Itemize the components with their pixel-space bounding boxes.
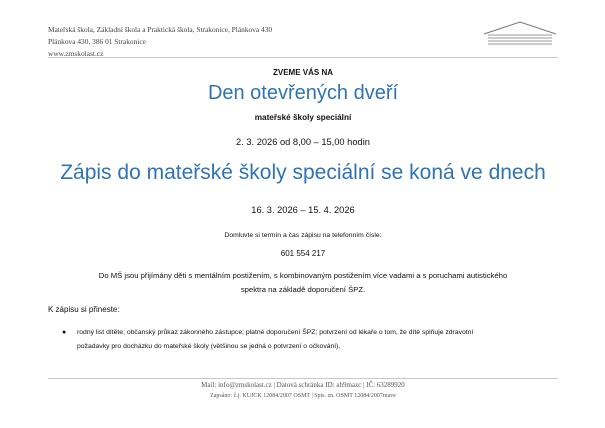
- description-line-1: Do MŠ jsou přijímány děti s mentálním postižením, s kombinovaným postižením více vadami a s poruchami autistického: [98, 271, 508, 280]
- open-day-title: Den otevřených dveří: [207, 82, 399, 104]
- footer-divider: [48, 378, 558, 379]
- header-school-name: Mateřská škola, Základní škola a Praktická škola, Strakonice, Plánkova 430: [48, 25, 273, 34]
- bring-label: K zápisu si přineste:: [48, 305, 120, 314]
- bring-list-text: [77, 326, 547, 354]
- footer-contact: Mail: info@zmskolast.cz | Datová schránka ID: ah9mazc | IČ: 63289920: [201, 381, 405, 389]
- invite-text: ZVEME VÁS NA: [272, 68, 333, 77]
- bring-list-line-1: rodný list dítěte; občanský průkaz zákonného zástupce; platné doporučení ŠPZ; potvrzení od lékaře o tom, že dítě splňuje zdravotní: [77, 329, 474, 336]
- header-address: Plánkova 430, 386 01 Strakonice: [48, 37, 146, 46]
- header-divider: [48, 57, 558, 58]
- arrange-text: Domluvte si termín a čas zápisu na telefonním čísle:: [224, 232, 382, 239]
- open-day-date: 2. 3. 2026 od 8,00 – 15,00 hodin: [236, 137, 370, 147]
- enrollment-title: Zápis do mateřské školy speciální se koná ve dnech: [60, 161, 546, 184]
- phone-number: 601 554 217: [280, 249, 326, 258]
- description-line-2: spektra na základě doporučení ŠPZ.: [240, 285, 366, 294]
- bring-list-line-2: požadavky pro docházku do mateřské školy (většinou se jedná o potvrzení o očkování).: [77, 343, 341, 350]
- school-roof-logo-icon: [482, 20, 558, 48]
- bullet-icon: ●: [62, 329, 67, 336]
- footer-registration: Zapsáno: č.j. KUJCK 12084/2007 OSMT | Spis. zn. OSMT 12084/2007mave: [210, 393, 396, 399]
- enrollment-dates: 16. 3. 2026 – 15. 4. 2026: [251, 205, 355, 215]
- admission-description: [48, 269, 558, 297]
- school-header: [48, 24, 272, 60]
- open-day-subtitle: mateřské školy speciální: [254, 113, 352, 122]
- header-website: www.zmskolast.cz: [48, 49, 104, 58]
